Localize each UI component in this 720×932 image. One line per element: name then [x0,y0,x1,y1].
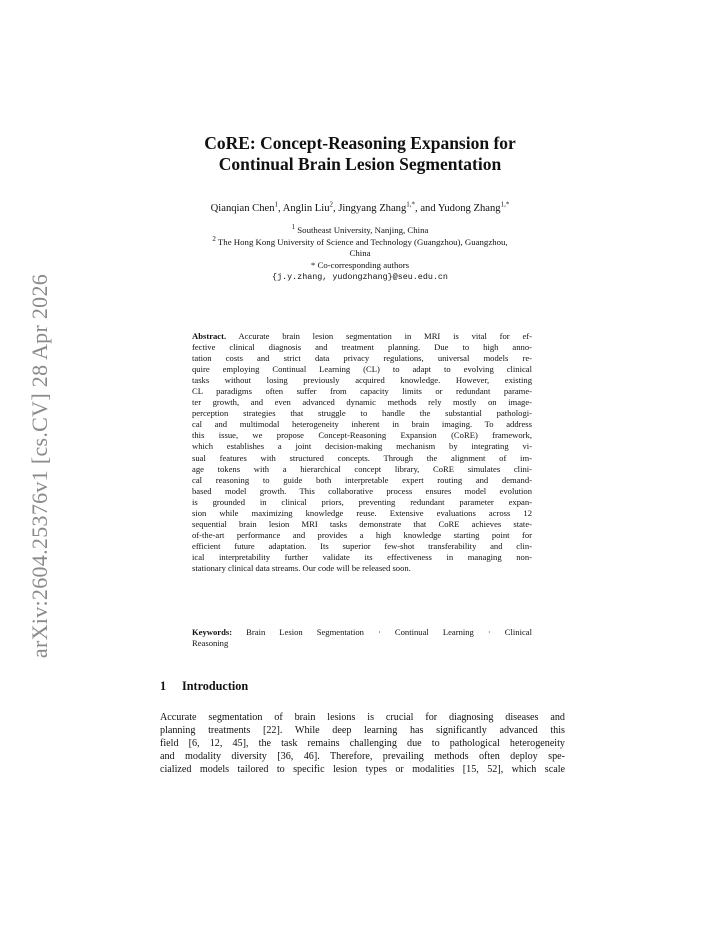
abstract-line: fective clinical diagnosis and treatment planning. Due to high anno- [192,342,532,353]
abstract-line: perception strategies that struggle to handle the substantial pathologi- [192,408,532,419]
keywords-label: Keywords: [192,627,233,637]
affiliation-block [150,225,570,284]
keywords-line: Keywords: Brain Lesion Segmentation · Continual Learning · Clinical [192,627,533,637]
author-list [150,202,570,216]
affiliation-mark: 2 [212,234,216,243]
abstract-line: cal reasoning to guide both interpretable expert routing and demand- [192,474,532,485]
body-line: Accurate segmentation of brain lesions is crucial for diagnosing diseases and [160,712,565,723]
abstract-line: tation costs and strict data privacy regulations, universal models re- [192,353,532,364]
abstract-line: sual features with structured concepts. Through the alignment of im- [192,452,532,463]
abstract-line: based model growth. This collaborative process ensures model evolution [192,485,532,496]
abstract-line: of-the-art performance and provides a high knowledge starting point for [192,529,532,540]
author-affiliation-mark: 1,* [500,200,510,209]
body-line: planning treatments [22]. While deep learning has significantly advanced this [160,724,565,736]
body-line: field [6, 12, 45], the task remains challenging due to pathological heterogeneity [160,737,565,749]
author-separator: , and [415,203,438,214]
author-name: Yudong Zhang [437,203,501,214]
abstract-line: Abstract. Accurate brain lesion segmentation in MRI is vital for ef- [192,331,532,341]
body-line: cialized models tailored to specific lesion types or modalities [15, 52], which scale [160,763,565,775]
abstract-line: stationary clinical data streams. Our code will be released soon. [192,562,411,573]
abstract-line: sequential brain lesion MRI tasks demonstrate that CoRE achieves state- [192,518,532,529]
introduction-paragraph [160,712,565,777]
author-separator: , [333,203,339,214]
affiliation-mark: 1 [291,223,296,232]
abstract-line: ical interpretability further validate its effectiveness in managing non- [192,551,532,562]
author-separator: , [278,203,283,214]
author-affiliation-mark: 2 [329,200,334,209]
abstract [192,331,532,574]
abstract-line: tasks without losing previously acquired knowledge. However, existing [192,375,532,386]
section-heading [160,679,248,694]
abstract-line: which establishes a joint decision-making mechanism by integrating vi- [192,441,532,452]
author-affiliation-mark: 1 [274,200,278,209]
abstract-line: CL paradigms often suffer from capacity limits or redundant parame- [192,386,532,397]
abstract-line: quire employing Continual Learning (CL) to adapt to evolving clinical [192,364,532,375]
keywords-line: Reasoning [192,638,229,649]
abstract-line: efficient future adaptation. Its superior few-shot transferability and clin- [192,540,532,551]
arxiv-identifier-stamp: arXiv:2604.25376v1 [cs.CV] 28 Apr 2026 [27,273,52,659]
contact-email[interactable]: {j.y.zhang, yudongzhang}@seu.edu.cn [272,272,448,282]
abstract-line: age tokens with a hierarchical concept library, CoRE simulates clini- [192,463,532,474]
abstract-line: cal and multimodal heterogeneity inherent in brain imaging. To address [192,419,532,430]
author-affiliation-mark: 1,* [406,200,416,209]
section-number: 1 [160,679,167,693]
affiliation-line: $^1$ Southeast University, Nanjing, China [291,223,429,235]
paper-title-line: CoRE: Concept-Reasoning Expansion for [204,133,516,153]
affiliation-line: $^2$ The Hong Kong University of Science and Technology (Guangzhou), Guangzhou, [212,234,508,247]
abstract-label: Abstract. [192,331,227,341]
author-name: Anglin Liu [282,203,330,214]
affiliation-line: China [349,248,371,258]
abstract-line: is grounded in clinical priors, preventing redundant parameter expan- [192,496,532,507]
corresponding-note: * Co-corresponding authors [310,259,410,270]
paper-title-line: Continual Brain Lesion Segmentation [218,154,502,174]
author-name: Jingyang Zhang [338,203,407,214]
section-title: Introduction [182,679,249,693]
paper-title [150,133,570,175]
abstract-line: ter growth, and even advanced dynamic methods rely mostly on image- [192,397,532,408]
abstract-line: sion while maximizing knowledge reuse. Extensive evaluations across 12 [192,507,532,518]
body-line: and modality diversity [36, 46]. Therefore, prevailing methods often deploy spe- [160,750,565,762]
abstract-line: this issue, we propose Concept-Reasoning Expansion (CoRE) framework, [192,430,532,441]
author-name: Qianqian Chen [210,203,275,214]
keywords [192,627,532,649]
